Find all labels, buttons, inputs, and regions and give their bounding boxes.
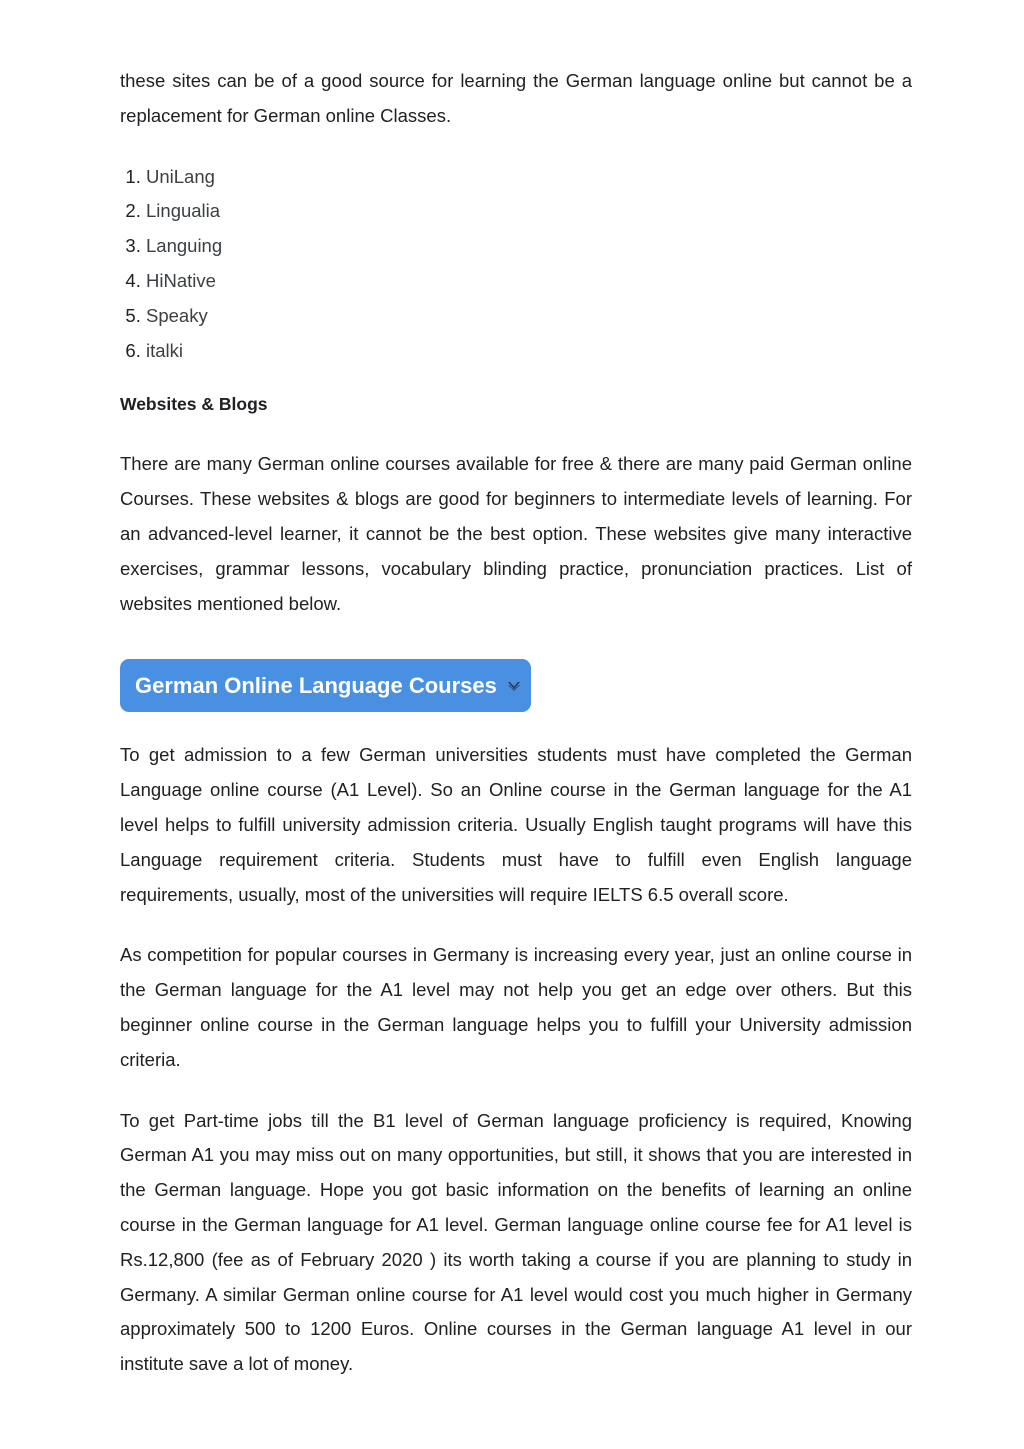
list-item[interactable] xyxy=(146,194,912,229)
site-link-unilang[interactable]: UniLang xyxy=(146,165,215,187)
list-item[interactable] xyxy=(146,264,912,299)
site-list xyxy=(120,160,912,369)
list-item[interactable] xyxy=(146,229,912,264)
site-link-hinative[interactable]: HiNative xyxy=(146,269,216,291)
site-link-lingualia[interactable]: Lingualia xyxy=(146,200,221,222)
german-courses-button[interactable] xyxy=(120,659,531,712)
chevron-down-icon xyxy=(507,680,521,692)
websites-heading: Websites & Blogs xyxy=(120,394,268,415)
site-link-speaky[interactable]: Speaky xyxy=(146,304,208,326)
part-time-jobs-paragraph: To get Part-time jobs till the B1 level of German language proficiency is required, Knowing German A1 you may miss out on many opportunities, but still, it shows that you are interested in the German language. Hope you got basic information on the benefits of learning an online course in the German language for A1 level. German language online course fee for A1 level is Rs.12,800 (fee as of February 2020 ) its worth taking a course if you are planning to study in Germany. A similar German online course for A1 level would cost you much higher in Germany approximately 500 to 1200 Euros. Online courses in the German language A1 level in our institute save a lot of money. xyxy=(120,1109,912,1375)
site-link-languing[interactable]: Languing xyxy=(146,235,223,257)
list-item[interactable] xyxy=(146,299,912,334)
german-courses-button-label: German Online Language Courses xyxy=(135,672,497,698)
site-link-italki[interactable]: italki xyxy=(146,339,184,361)
document-page xyxy=(120,64,912,1408)
list-item[interactable] xyxy=(146,160,912,195)
admission-paragraph: To get admission to a few German universities students must have completed the German Language online course (A1 Level). So an Online course in the German language for the A1 level helps to fulfill university admission criteria. Usually English taught programs will have this Language requirement criteria. Students must have to fulfill even English language requirements, usually, most of the universities will require IELTS 6.5 overall score. xyxy=(120,744,912,905)
competition-paragraph: As competition for popular courses in Germany is increasing every year, just an online course in the German language for the A1 level may not help you get an edge over others. But this beginner online course in the German language helps you to fulfill your University admission criteria. xyxy=(120,944,912,1070)
intro-paragraph: these sites can be of a good source for learning the German language online but cannot be a replacement for German online Classes. xyxy=(120,70,912,126)
websites-paragraph: There are many German online courses available for free & there are many paid German online Courses. These websites & blogs are good for beginners to intermediate levels of learning. For an advanced-level learner, it cannot be the best option. These websites give many interactive exercises, grammar lessons, vocabulary blinding practice, pronunciation practices. List of websites mentioned below. xyxy=(120,453,912,614)
list-item[interactable] xyxy=(146,334,912,369)
